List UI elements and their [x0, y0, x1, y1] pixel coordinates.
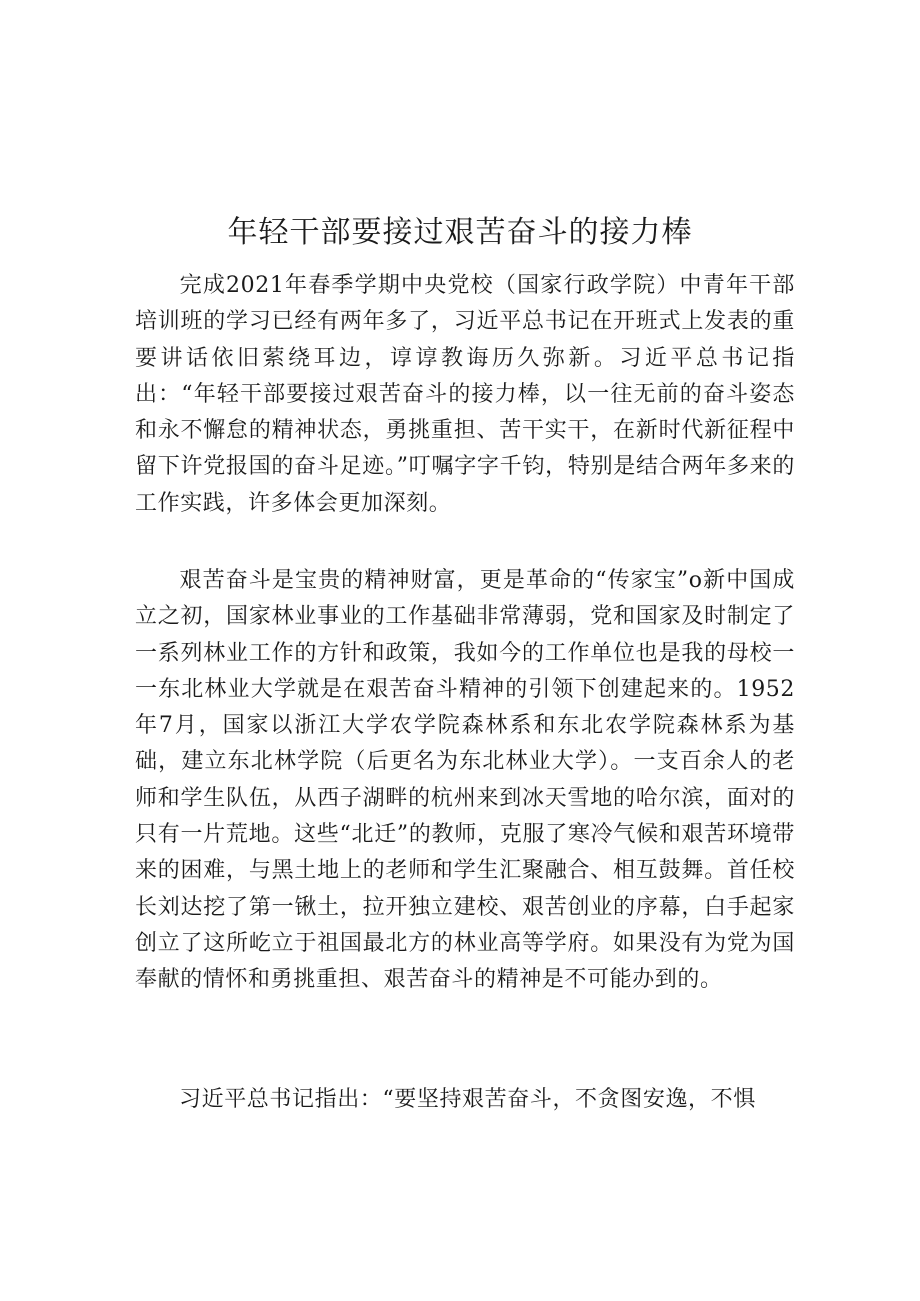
paragraph-3-text: 习近平总书记指出：“要坚持艰苦奋斗，不贪图安逸，不惧 — [179, 1087, 756, 1112]
paragraph-1-text: 完成2021年春季学期中央党校（国家行政学院）中青年干部培训班的学习已经有两年多了，习近平总书记在开班式上发表的重要讲话依旧萦绕耳边，谆谆教诲历久弥新。习近平总书记指出：“年轻干部要接过艰苦奋斗的接力棒，以一往无前的奋斗姿态和永不懈怠的精神状态，勇挑重担、苦干实干，在新时代新征程中留下许党报国的奋斗足迹。”叮嘱字字千钧，特别是结合两年多来的工作实践，许多体会更加深刻。 — [135, 273, 795, 516]
paragraph-2 — [135, 563, 795, 999]
paragraph-2-text: 艰苦奋斗是宝贵的精神财富，更是革命的“传家宝”o新中国成立之初，国家林业事业的工作基础非常薄弱，党和国家及时制定了一系列林业工作的方针和政策，我如今的工作单位也是我的母校一一东北林业大学就是在艰苦奋斗精神的引领下创建起来的。1952年7月，国家以浙江大学农学院森林系和东北农学院森林系为基础，建立东北林学院（后更名为东北林业大学）。一支百余人的老师和学生队伍，从西子湖畔的杭州来到冰天雪地的哈尔滨，面对的只有一片荒地。这些“北迁”的教师，克服了寒冷气候和艰苦环境带来的困难，与黑土地上的老师和学生汇聚融合、相互鼓舞。首任校长刘达挖了第一锹土，拉开独立建校、艰苦创业的序幕，白手起家创立了这所屹立于祖国最北方的林业高等学府。如果没有为党为国奉献的情怀和勇挑重担、艰苦奋斗的精神是不可能办到的。 — [135, 568, 795, 993]
document-title: 年轻干部要接过艰苦奋斗的接力棒 — [227, 215, 693, 250]
paragraph-1 — [135, 268, 795, 522]
paragraph-3 — [135, 1082, 795, 1118]
